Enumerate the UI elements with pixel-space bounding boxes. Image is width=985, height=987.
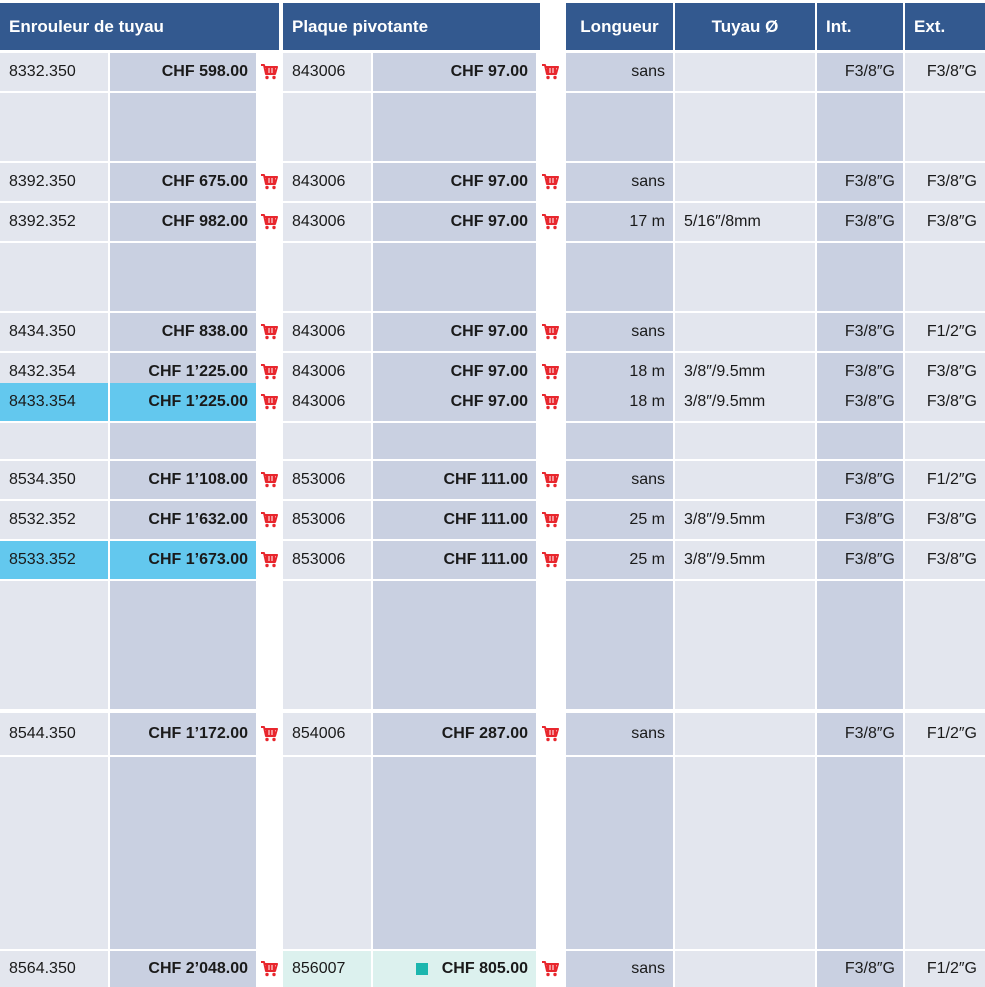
ext-text: F3/8″G [926, 393, 977, 410]
length-text: sans [631, 63, 665, 80]
hose-cell [675, 313, 815, 351]
hose-cell [675, 53, 815, 91]
ext-cell [905, 383, 985, 421]
ext-text: F1/2″G [926, 323, 977, 340]
hose-cell [675, 163, 815, 201]
spacer-cell [283, 93, 371, 161]
spacer-cell [675, 243, 815, 311]
length-text: sans [631, 960, 665, 977]
plate-price-cell [373, 383, 536, 421]
ext-text: F3/8″G [926, 63, 977, 80]
spacer-cell [675, 423, 815, 459]
hose-text: 5/16″/8mm [684, 213, 761, 230]
spacer-cell [283, 757, 371, 949]
plate-no-cell [283, 203, 371, 241]
reel-add-to-cart-icon[interactable] [257, 205, 281, 239]
article-text: 8392.352 [9, 213, 76, 230]
spacer-cell [110, 581, 256, 709]
plate-no-text: 856007 [292, 960, 346, 977]
plate-price-text: CHF 97.00 [450, 393, 528, 410]
int-cell [817, 501, 903, 539]
plate-price-cell [373, 203, 536, 241]
plate-no-text: 853006 [292, 471, 346, 488]
plate-add-to-cart-icon[interactable] [537, 355, 562, 389]
spacer-cell [283, 243, 371, 311]
plate-add-to-cart-icon[interactable] [537, 315, 562, 349]
price-cell [110, 951, 256, 987]
int-text: F3/8″G [844, 471, 895, 488]
hose-cell [675, 203, 815, 241]
length-cell [566, 713, 673, 755]
article-cell [0, 951, 108, 987]
length-text: sans [631, 323, 665, 340]
ext-text: F3/8″G [926, 551, 977, 568]
plate-no-text: 843006 [292, 363, 346, 380]
article-text: 8433.354 [9, 393, 76, 410]
int-cell [817, 951, 903, 987]
article-cell [0, 541, 108, 579]
ext-text: F1/2″G [926, 471, 977, 488]
length-cell [566, 53, 673, 91]
spacer-cell [675, 581, 815, 709]
plate-price-text: CHF 97.00 [450, 63, 528, 80]
price-text: CHF 1’225.00 [148, 363, 248, 380]
spacer-cell [373, 757, 536, 949]
spacer-cell [905, 93, 985, 161]
spacer-cell [283, 581, 371, 709]
length-cell [566, 461, 673, 499]
spacer-cell [0, 581, 108, 709]
plate-add-to-cart-icon[interactable] [537, 165, 562, 199]
plate-add-to-cart-icon[interactable] [537, 503, 562, 537]
reel-add-to-cart-icon[interactable] [257, 385, 281, 419]
plate-no-cell [283, 163, 371, 201]
article-cell [0, 383, 108, 421]
int-cell [817, 203, 903, 241]
reel-add-to-cart-icon[interactable] [257, 355, 281, 389]
price-cell [110, 541, 256, 579]
plate-no-cell [283, 313, 371, 351]
hose-text: 3/8″/9.5mm [684, 393, 766, 410]
hose-cell [675, 713, 815, 755]
plate-no-text: 854006 [292, 725, 346, 742]
plate-price-cell [373, 501, 536, 539]
price-text: CHF 982.00 [161, 213, 248, 230]
plate-no-text: 843006 [292, 213, 346, 230]
int-cell [817, 713, 903, 755]
reel-add-to-cart-icon[interactable] [257, 55, 281, 89]
plate-no-cell [283, 541, 371, 579]
header-hose: Tuyau Ø [675, 3, 815, 50]
price-cell [110, 713, 256, 755]
hose-cell [675, 461, 815, 499]
length-text: 25 m [629, 511, 665, 528]
length-cell [566, 501, 673, 539]
header-int: Int. [817, 3, 903, 50]
plate-price-text: CHF 97.00 [450, 323, 528, 340]
article-text: 8544.350 [9, 725, 76, 742]
spacer-cell [566, 423, 673, 459]
price-cell [110, 53, 256, 91]
spacer-cell [817, 93, 903, 161]
plate-price-cell [373, 541, 536, 579]
length-text: 17 m [629, 213, 665, 230]
teal-square-icon [416, 963, 428, 975]
length-text: sans [631, 173, 665, 190]
spacer-cell [905, 581, 985, 709]
int-text: F3/8″G [844, 173, 895, 190]
header-length: Longueur [566, 3, 673, 50]
price-text: CHF 838.00 [161, 323, 248, 340]
length-cell [566, 203, 673, 241]
plate-add-to-cart-icon[interactable] [537, 463, 562, 497]
plate-no-text: 853006 [292, 551, 346, 568]
spacer-cell [0, 243, 108, 311]
int-text: F3/8″G [844, 323, 895, 340]
plate-price-text: CHF 111.00 [443, 551, 528, 568]
hose-text: 3/8″/9.5mm [684, 511, 766, 528]
plate-no-text: 843006 [292, 323, 346, 340]
spacer-cell [373, 243, 536, 311]
plate-price-cell [373, 53, 536, 91]
length-text: 25 m [629, 551, 665, 568]
article-cell [0, 203, 108, 241]
plate-price-text: CHF 97.00 [450, 173, 528, 190]
price-text: CHF 1’172.00 [148, 725, 248, 742]
length-text: sans [631, 471, 665, 488]
length-cell [566, 951, 673, 987]
spacer-cell [817, 423, 903, 459]
spacer-cell [817, 581, 903, 709]
ext-text: F1/2″G [926, 960, 977, 977]
plate-add-to-cart-icon[interactable] [537, 55, 562, 89]
hose-text: 3/8″/9.5mm [684, 363, 766, 380]
reel-add-to-cart-icon[interactable] [257, 503, 281, 537]
ext-text: F3/8″G [926, 511, 977, 528]
int-cell [817, 541, 903, 579]
hose-cell [675, 541, 815, 579]
int-text: F3/8″G [844, 511, 895, 528]
price-text: CHF 1’108.00 [148, 471, 248, 488]
spacer-cell [110, 243, 256, 311]
plate-add-to-cart-icon[interactable] [537, 953, 562, 985]
int-text: F3/8″G [844, 63, 895, 80]
plate-price-text: CHF 111.00 [443, 471, 528, 488]
plate-no-cell [283, 53, 371, 91]
length-text: 18 m [629, 363, 665, 380]
plate-no-text: 843006 [292, 173, 346, 190]
header-plate: Plaque pivotante [283, 3, 540, 50]
price-cell [110, 203, 256, 241]
price-text: CHF 675.00 [161, 173, 248, 190]
article-text: 8432.354 [9, 363, 76, 380]
spacer-cell [675, 757, 815, 949]
length-text: sans [631, 725, 665, 742]
ext-cell [905, 541, 985, 579]
ext-cell [905, 163, 985, 201]
header-reel: Enrouleur de tuyau [0, 3, 279, 50]
spacer-cell [0, 757, 108, 949]
price-cell [110, 461, 256, 499]
article-cell [0, 461, 108, 499]
int-cell [817, 461, 903, 499]
ext-cell [905, 53, 985, 91]
plate-add-to-cart-icon[interactable] [537, 715, 562, 753]
plate-price-cell [373, 951, 536, 987]
price-cell [110, 163, 256, 201]
ext-text: F1/2″G [926, 725, 977, 742]
plate-price-cell [373, 313, 536, 351]
ext-cell [905, 501, 985, 539]
ext-cell [905, 461, 985, 499]
price-cell [110, 383, 256, 421]
int-cell [817, 383, 903, 421]
ext-text: F3/8″G [926, 213, 977, 230]
plate-no-cell [283, 461, 371, 499]
plate-price-text: CHF 111.00 [443, 511, 528, 528]
plate-no-cell [283, 501, 371, 539]
plate-no-cell [283, 713, 371, 755]
plate-price-text: CHF 97.00 [450, 213, 528, 230]
int-cell [817, 163, 903, 201]
spacer-cell [373, 581, 536, 709]
int-text: F3/8″G [844, 551, 895, 568]
plate-add-to-cart-icon[interactable] [537, 205, 562, 239]
spacer-cell [905, 423, 985, 459]
plate-price-cell [373, 163, 536, 201]
int-text: F3/8″G [844, 213, 895, 230]
price-text: CHF 2’048.00 [148, 960, 248, 977]
spacer-cell [566, 581, 673, 709]
plate-no-cell [283, 383, 371, 421]
spacer-cell [675, 93, 815, 161]
hose-text: 3/8″/9.5mm [684, 551, 766, 568]
spacer-cell [566, 243, 673, 311]
plate-add-to-cart-icon[interactable] [537, 385, 562, 419]
reel-add-to-cart-icon[interactable] [257, 165, 281, 199]
length-cell [566, 383, 673, 421]
length-cell [566, 163, 673, 201]
article-text: 8534.350 [9, 471, 76, 488]
reel-add-to-cart-icon[interactable] [257, 543, 281, 577]
int-text: F3/8″G [844, 393, 895, 410]
article-cell [0, 53, 108, 91]
spacer-cell [566, 93, 673, 161]
reel-add-to-cart-icon[interactable] [257, 953, 281, 985]
plate-no-text: 853006 [292, 511, 346, 528]
plate-price-cell [373, 713, 536, 755]
plate-no-text: 843006 [292, 393, 346, 410]
plate-no-text: 843006 [292, 63, 346, 80]
ext-text: F3/8″G [926, 363, 977, 380]
int-cell [817, 53, 903, 91]
plate-price-text: CHF 805.00 [441, 960, 528, 977]
spacer-cell [110, 757, 256, 949]
reel-add-to-cart-icon[interactable] [257, 715, 281, 753]
ext-text: F3/8″G [926, 173, 977, 190]
article-text: 8434.350 [9, 323, 76, 340]
spacer-cell [373, 93, 536, 161]
plate-add-to-cart-icon[interactable] [537, 543, 562, 577]
spacer-cell [110, 93, 256, 161]
plate-price-text: CHF 287.00 [441, 725, 528, 742]
length-text: 18 m [629, 393, 665, 410]
plate-price-text: CHF 97.00 [450, 363, 528, 380]
hose-cell [675, 951, 815, 987]
spacer-cell [373, 423, 536, 459]
reel-add-to-cart-icon[interactable] [257, 315, 281, 349]
article-text: 8533.352 [9, 551, 76, 568]
price-text: CHF 1’632.00 [148, 511, 248, 528]
ext-cell [905, 713, 985, 755]
article-text: 8532.352 [9, 511, 76, 528]
spacer-cell [566, 757, 673, 949]
article-cell [0, 313, 108, 351]
article-text: 8392.350 [9, 173, 76, 190]
spacer-cell [283, 423, 371, 459]
spacer-cell [817, 243, 903, 311]
article-cell [0, 163, 108, 201]
price-cell [110, 501, 256, 539]
price-text: CHF 1’673.00 [148, 551, 248, 568]
int-text: F3/8″G [844, 363, 895, 380]
hose-cell [675, 383, 815, 421]
article-cell [0, 501, 108, 539]
length-cell [566, 313, 673, 351]
ext-cell [905, 313, 985, 351]
ext-cell [905, 203, 985, 241]
length-cell [566, 541, 673, 579]
price-text: CHF 598.00 [161, 63, 248, 80]
int-text: F3/8″G [844, 725, 895, 742]
spacer-cell [0, 93, 108, 161]
spacer-cell [905, 757, 985, 949]
price-text: CHF 1’225.00 [148, 393, 248, 410]
article-text: 8564.350 [9, 960, 76, 977]
plate-price-cell [373, 461, 536, 499]
hose-cell [675, 501, 815, 539]
spacer-cell [817, 757, 903, 949]
ext-cell [905, 951, 985, 987]
article-text: 8332.350 [9, 63, 76, 80]
int-cell [817, 313, 903, 351]
plate-no-cell [283, 951, 371, 987]
spacer-cell [110, 423, 256, 459]
int-text: F3/8″G [844, 960, 895, 977]
spacer-cell [905, 243, 985, 311]
spacer-cell [0, 423, 108, 459]
article-cell [0, 713, 108, 755]
price-cell [110, 313, 256, 351]
header-ext: Ext. [905, 3, 985, 50]
reel-add-to-cart-icon[interactable] [257, 463, 281, 497]
